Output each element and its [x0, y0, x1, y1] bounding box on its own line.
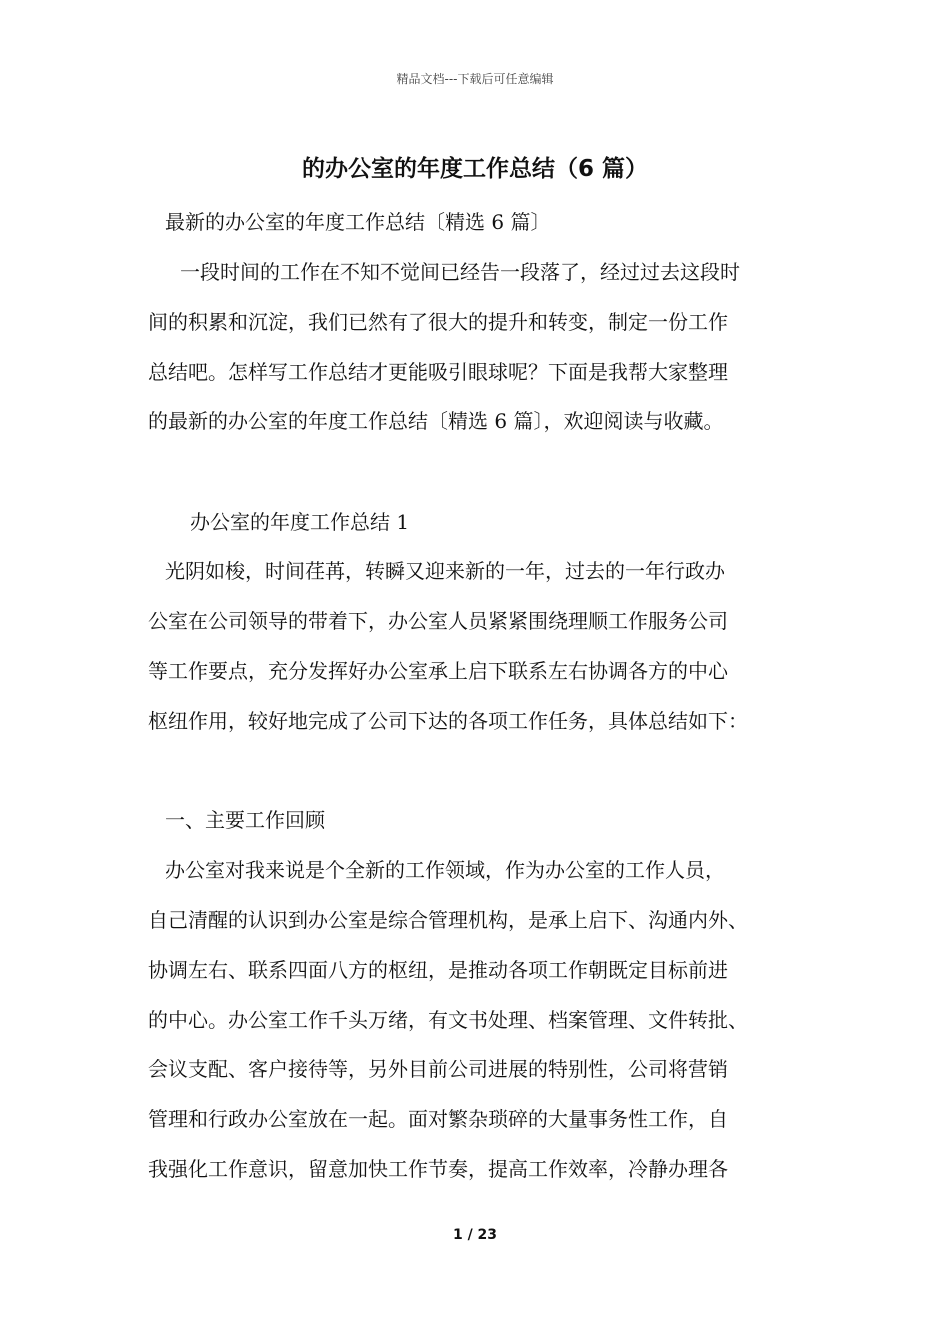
part-paragraph-line: 自己清醒的认识到办公室是综合管理机构，是承上启下、沟通内外、 [148, 908, 748, 932]
part-paragraph-line: 办公室对我来说是个全新的工作领域，作为办公室的工作人员， [165, 858, 725, 882]
part-paragraph-line: 管理和行政办公室放在一起。面对繁杂琐碎的大量事务性工作，自 [148, 1107, 728, 1131]
part-paragraph-line: 我强化工作意识，留意加快工作节奏，提高工作效率，冷静办理各 [148, 1157, 728, 1181]
section-paragraph-line: 公室在公司领导的带着下，办公室人员紧紧围绕理顺工作服务公司 [148, 609, 728, 633]
section-paragraph-line: 枢纽作用，较好地完成了公司下达的各项工作任务，具体总结如下： [148, 709, 748, 733]
intro-line: 间的积累和沉淀，我们已然有了很大的提升和转变，制定一份工作 [148, 310, 728, 334]
section-paragraph-line: 等工作要点，充分发挥好办公室承上启下联系左右协调各方的中心 [148, 659, 728, 683]
subtitle: 最新的办公室的年度工作总结〔精选 6 篇〕 [165, 210, 551, 234]
intro-line: 的最新的办公室的年度工作总结〔精选 6 篇〕，欢迎阅读与收藏。 [148, 409, 724, 433]
part-paragraph-line: 会议支配、客户接待等，另外目前公司进展的特别性，公司将营销 [148, 1057, 728, 1081]
part-paragraph-line: 的中心。办公室工作千头万绪，有文书处理、档案管理、文件转批、 [148, 1008, 748, 1032]
part-heading: 一、主要工作回顾 [165, 808, 325, 832]
page-header: 精品文档---下载后可任意编辑 [396, 72, 554, 86]
section-paragraph-line: 光阴如梭，时间荏苒，转瞬又迎来新的一年，过去的一年行政办 [165, 559, 725, 583]
intro-line: 总结吧。怎样写工作总结才更能吸引眼球呢？下面是我帮大家整理 [148, 360, 728, 384]
section-heading: 办公室的年度工作总结 1 [190, 510, 410, 534]
page-number: 1 / 23 [452, 1227, 498, 1243]
intro-line: 一段时间的工作在不知不觉间已经告一段落了，经过过去这段时 [180, 260, 740, 284]
document-title: 的办公室的年度工作总结（6 篇） [301, 156, 648, 182]
part-paragraph-line: 协调左右、联系四面八方的枢纽，是推动各项工作朝既定目标前进 [148, 958, 728, 982]
